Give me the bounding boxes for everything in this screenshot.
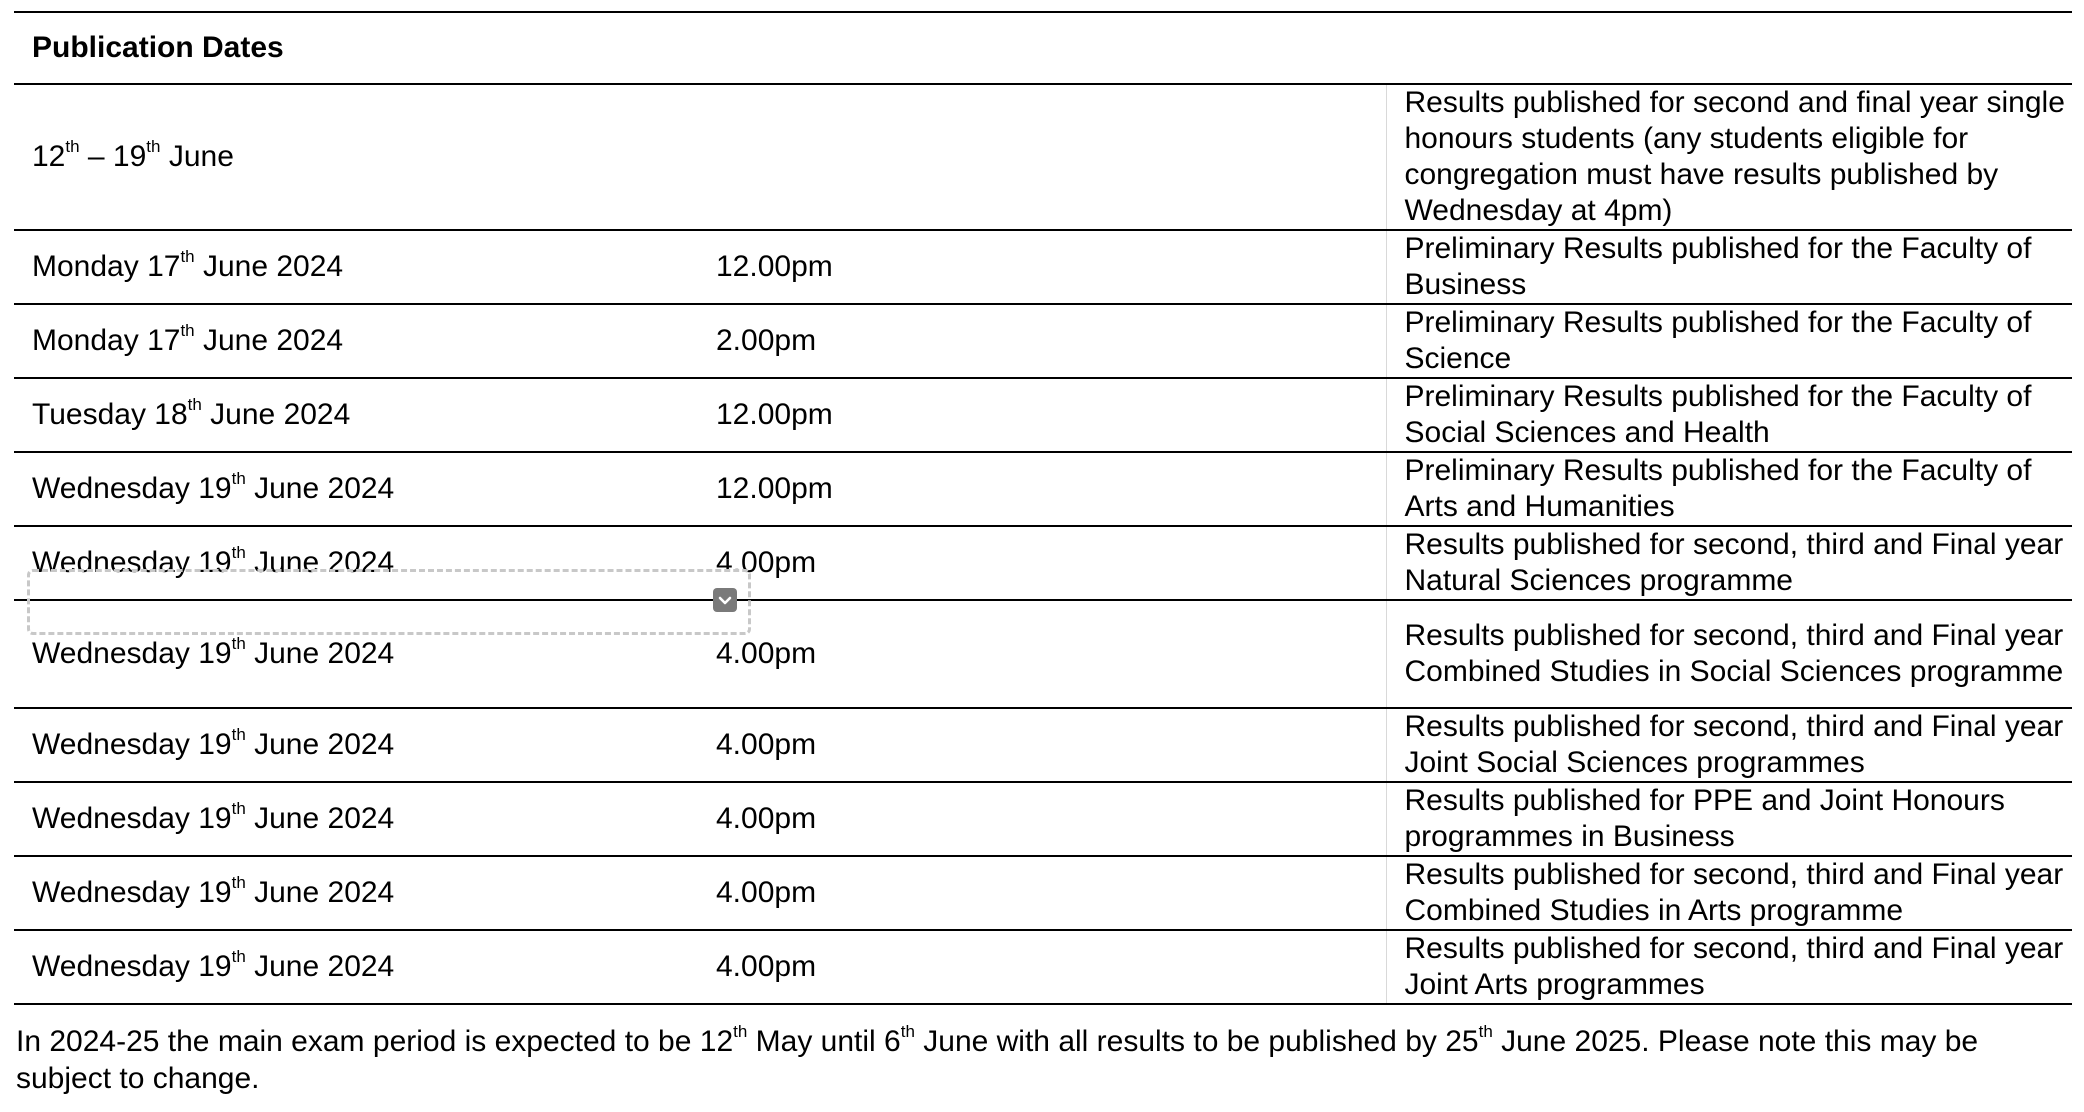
description-cell: Results published for second, third and Final year Joint Arts programmes: [1386, 930, 2072, 1004]
time-cell: 4.00pm: [700, 708, 1386, 782]
table-row: [14, 930, 2072, 1004]
chevron-down-icon[interactable]: [713, 588, 737, 612]
time-cell: 4.00pm: [700, 526, 1386, 600]
table-row-selected[interactable]: [14, 600, 2072, 708]
time-cell: 12.00pm: [700, 230, 1386, 304]
description-cell: Results published for second, third and Final year Joint Social Sciences programmes: [1386, 708, 2072, 782]
date-cell: Monday 17th June 2024: [14, 230, 700, 304]
table-row: [14, 782, 2072, 856]
description-cell: Results published for second and final year single honours students (any students eligible for congregation must have results published by Wednesday at 4pm): [1386, 84, 2072, 230]
date-cell[interactable]: Wednesday 19th June 2024: [14, 600, 700, 708]
table-header-row: [14, 12, 2072, 84]
table-row: [14, 856, 2072, 930]
time-cell: 2.00pm: [700, 304, 1386, 378]
table-header: Publication Dates: [14, 12, 2072, 84]
description-cell: Preliminary Results published for the Faculty of Arts and Humanities: [1386, 452, 2072, 526]
description-cell: Preliminary Results published for the Faculty of Social Sciences and Health: [1386, 378, 2072, 452]
time-cell: 12.00pm: [700, 452, 1386, 526]
date-cell: Wednesday 19th June 2024: [14, 856, 700, 930]
exam-period-note: In 2024-25 the main exam period is expected to be 12th May until 6th June with all results to be published by 25th June 2025. Please note this may be subject to change.: [16, 1022, 1979, 1095]
date-cell: Wednesday 19th June 2024: [14, 930, 700, 1004]
date-cell: Wednesday 19th June 2024: [14, 452, 700, 526]
date-cell: Wednesday 19th June 2024: [14, 526, 700, 600]
table-row: [14, 526, 2072, 600]
time-cell: 4.00pm: [700, 782, 1386, 856]
table-row: [14, 230, 2072, 304]
time-cell: 4.00pm: [700, 930, 1386, 1004]
date-cell: Monday 17th June 2024: [14, 304, 700, 378]
time-cell: 4.00pm: [700, 856, 1386, 930]
description-cell: Results published for second, third and Final year Natural Sciences programme: [1386, 526, 2072, 600]
time-cell: 12.00pm: [700, 378, 1386, 452]
time-cell[interactable]: 4.00pm: [700, 600, 1386, 708]
table-row: [14, 452, 2072, 526]
date-cell: Wednesday 19th June 2024: [14, 708, 700, 782]
date-cell: Tuesday 18th June 2024: [14, 378, 700, 452]
publication-dates-table: [14, 11, 2072, 1005]
description-cell: Results published for second, third and Final year Combined Studies in Arts programme: [1386, 856, 2072, 930]
table-row: [14, 378, 2072, 452]
description-cell: Results published for second, third and Final year Combined Studies in Social Sciences programme: [1386, 600, 2072, 708]
table-row: [14, 708, 2072, 782]
description-cell: Results published for PPE and Joint Honours programmes in Business: [1386, 782, 2072, 856]
date-cell: Wednesday 19th June 2024: [14, 782, 700, 856]
table-row: [14, 84, 2072, 230]
time-cell: [700, 84, 1386, 230]
chevron-down-icon-svg: [713, 588, 737, 612]
table-row: [14, 304, 2072, 378]
description-cell: Preliminary Results published for the Faculty of Science: [1386, 304, 2072, 378]
description-cell: Preliminary Results published for the Faculty of Business: [1386, 230, 2072, 304]
date-cell: 12th – 19th June: [14, 84, 700, 230]
